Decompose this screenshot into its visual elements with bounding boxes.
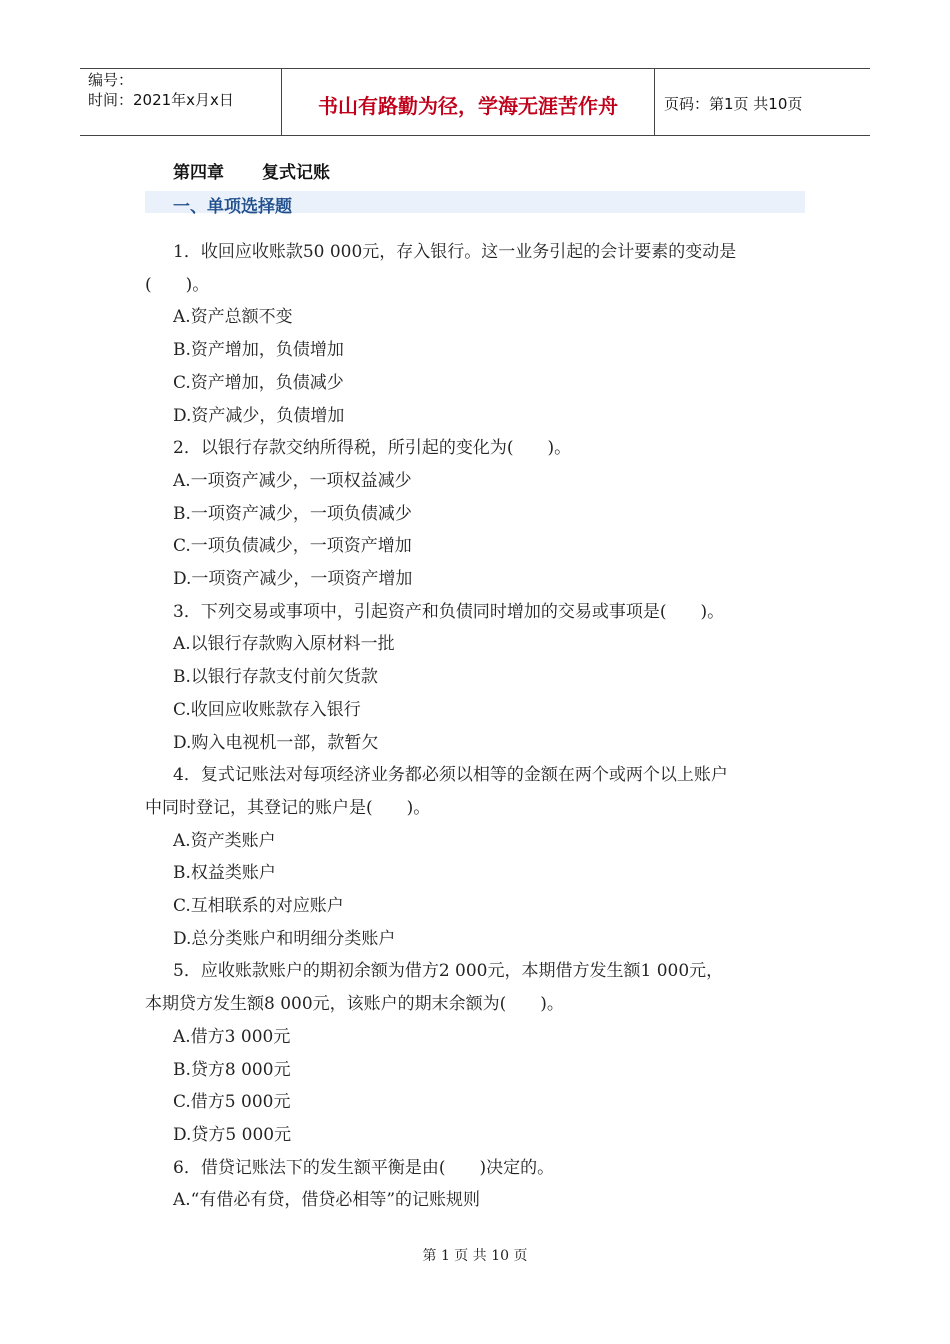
- answer-option: D.总分类账户和明细分类账户: [173, 928, 396, 949]
- header-top-rule: [80, 68, 870, 69]
- chapter-number: 第四章: [173, 163, 224, 183]
- answer-option: C.收回应收账款存入银行: [173, 699, 361, 720]
- answer-option: A.资产总额不变: [173, 307, 293, 328]
- answer-option: C.借方5 000元: [173, 1092, 291, 1113]
- chapter-title: 复式记账: [262, 163, 330, 183]
- question-text-continued: ( )。: [145, 274, 210, 295]
- question-text: 1．收回应收账款50 000元，存入银行。这一业务引起的会计要素的变动是: [173, 242, 737, 262]
- answer-option: A.资产类账户: [173, 830, 276, 851]
- header-divider-right: [654, 69, 655, 136]
- page-footer: 第 1 页 共 10 页: [422, 1248, 528, 1264]
- question-text: 3．下列交易或事项中，引起资产和负债同时增加的交易或事项是( )。: [173, 601, 725, 622]
- answer-option: C.资产增加，负债减少: [173, 372, 344, 393]
- answer-option: A.以银行存款购入原材料一批: [173, 634, 395, 655]
- answer-option: B.贷方8 000元: [173, 1059, 291, 1080]
- question-text-continued: 中同时登记，其登记的账户是( )。: [145, 797, 431, 818]
- question-text-continued: 本期贷方发生额8 000元，该账户的期末余额为( )。: [145, 994, 564, 1015]
- header-motto: 书山有路勤为径，学海无涯苦作舟: [318, 94, 618, 118]
- answer-option: D.贷方5 000元: [173, 1124, 292, 1145]
- question-text: 2．以银行存款交纳所得税，所引起的变化为( )。: [173, 438, 572, 459]
- answer-option: C.互相联系的对应账户: [173, 896, 344, 917]
- serial-label: 编号：: [88, 71, 134, 89]
- question-list: [145, 236, 815, 1217]
- answer-option: A.一项资产减少，一项权益减少: [173, 470, 412, 491]
- answer-option: C.一项负债减少，一项资产增加: [173, 536, 412, 557]
- section-title: 一、单项选择题: [173, 197, 292, 217]
- header-bottom-rule: [80, 135, 870, 136]
- question-text: 6．借贷记账法下的发生额平衡是由( )决定的。: [173, 1157, 555, 1178]
- answer-option: A.借方3 000元: [173, 1026, 291, 1047]
- answer-option: D.资产减少，负债增加: [173, 405, 345, 426]
- header-page-info: 页码：第1页 共10页: [664, 95, 803, 113]
- answer-option: D.一项资产减少，一项资产增加: [173, 569, 413, 590]
- answer-option: B.资产增加，负债增加: [173, 340, 344, 361]
- question-text: 5．应收账款账户的期初余额为借方2 000元，本期借方发生额1 000元，: [173, 961, 724, 982]
- chapter-heading: [173, 158, 330, 183]
- answer-option: A.“有借必有贷，借贷必相等”的记账规则: [173, 1190, 481, 1211]
- answer-option: B.一项资产减少，一项负债减少: [173, 503, 412, 524]
- header-meta: [88, 70, 234, 110]
- time-label: 时间：2021年x月x日: [88, 91, 234, 109]
- answer-option: B.以银行存款支付前欠货款: [173, 667, 378, 688]
- answer-option: D.购入电视机一部，款暂欠: [173, 732, 379, 753]
- answer-option: B.权益类账户: [173, 863, 276, 884]
- question-text: 4．复式记账法对每项经济业务都必须以相等的金额在两个或两个以上账户: [173, 765, 728, 786]
